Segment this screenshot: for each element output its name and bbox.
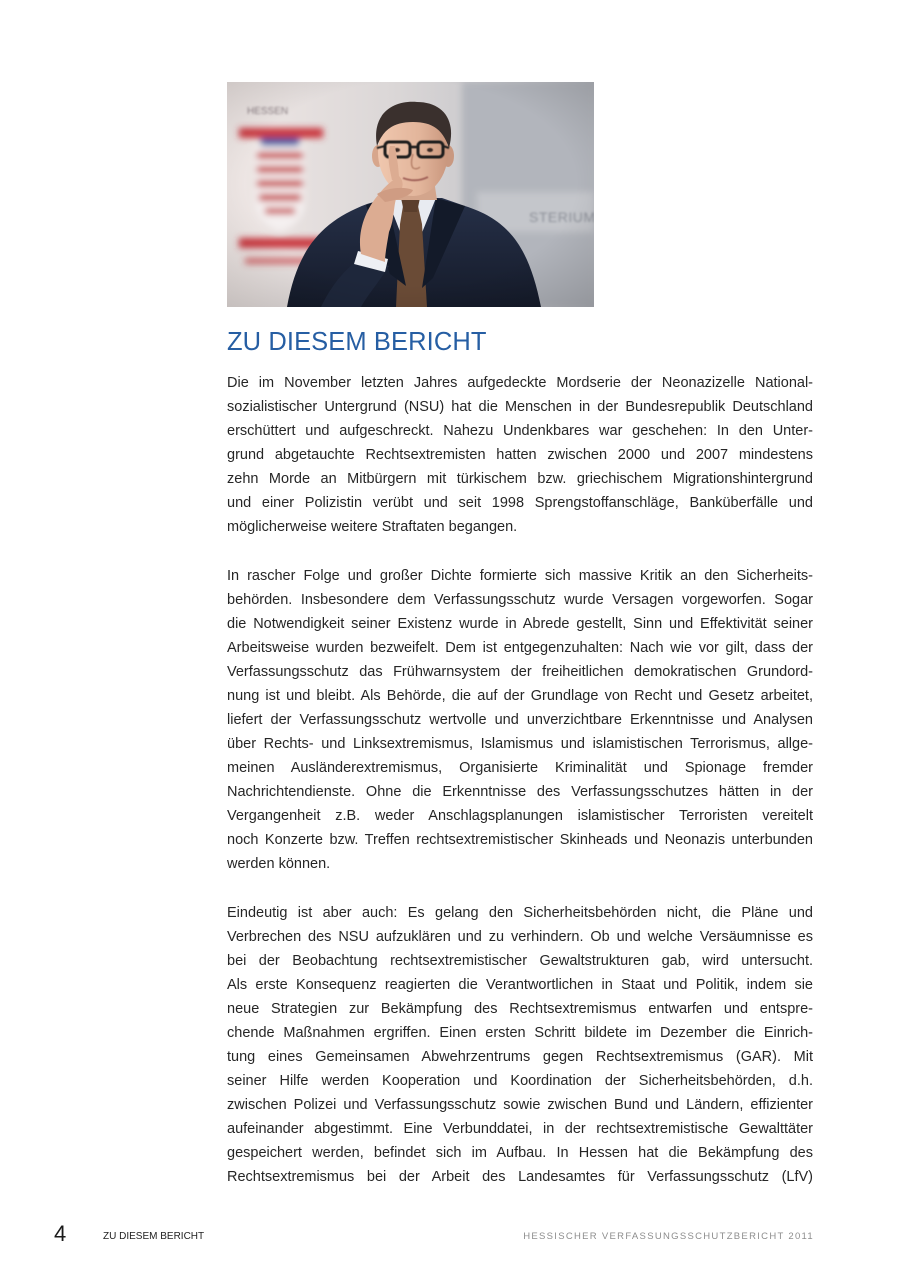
page-heading: ZU DIESEM BERICHT [227,328,487,356]
body-line: Verbrechen des NSU aufzuklären und zu verhindern. Ob und welche Versäumnisse es [227,929,813,945]
body-line: über Rechts- und Linksextremismus, Islamismus und islamistischen Terrorismus, allge- [227,736,813,752]
paragraph-3 [227,901,813,1189]
portrait-photo-graphic [227,82,594,307]
body-line: meinen Ausländerextremismus, Organisierte Kriminalität und Spionage fremder [227,760,813,776]
body-line: und einer Polizistin verübt und seit 1998 Sprengstoffanschläge, Banküberfälle und [227,495,813,511]
body-line: behörden. Insbesondere dem Verfassungsschutz wurde Versagen vorgeworfen. Sogar [227,592,813,608]
photo-vignette [227,82,594,307]
footer-publication-title: HESSISCHER VERFASSUNGSSCHUTZBERICHT 2011 [523,1231,814,1242]
body-line: Vergangenheit z.B. weder Anschlagsplanungen islamistischer Terroristen vereitelt [227,808,813,824]
paragraph-2 [227,564,813,876]
body-line: In rascher Folge und großer Dichte formierte sich massive Kritik an den Sicherheits- [227,568,813,584]
body-line: Arbeitsweise wurden bezweifelt. Dem ist entgegenzuhalten: Nach wie vor gilt, dass der [227,640,813,656]
body-line: Nachrichtendienste. Ohne die Erkenntnisse des Verfassungsschutzes hätten in der [227,784,813,800]
body-line: Rechtsextremismus bei der Arbeit des Landesamtes für Verfassungsschutz (LfV) [227,1169,813,1185]
body-line: grund abgetauchte Rechtsextremisten hatten zwischen 2000 und 2007 mindestens [227,447,813,463]
body-line: nung ist und bleibt. Als Behörde, die auf der Grundlage von Recht und Gesetz arbeitet, [227,688,813,704]
body-line: neue Strategien zur Bekämpfung des Rechtsextremismus entwarfen und entspre- [227,1001,813,1017]
body-line: zwischen Polizei und Verfassungsschutz sowie zwischen Bund und Ländern, effizienter [227,1097,813,1113]
body-line: erschüttert und aufgeschreckt. Nahezu Undenkbares war geschehen: In den Unter- [227,423,813,439]
body-line: Verfassungsschutz das Frühwarnsystem der freiheitlichen demokratischen Grundord- [227,664,813,680]
footer-section-title: ZU DIESEM BERICHT [103,1231,205,1242]
page-number: 4 [54,1221,67,1246]
portrait-photo [227,82,594,307]
body-line: zehn Morde an Mitbürgern mit türkischem bzw. griechischem Migrationshintergrund [227,471,813,487]
body-line: Die im November letzten Jahres aufgedeckte Mordserie der Neonazizelle National- [227,375,813,391]
body-line: die Notwendigkeit seiner Existenz wurde in Abrede gestellt, Sinn und Effektivität seiner [227,616,813,632]
body-line: möglicherweise weitere Straftaten begangen. [227,519,518,535]
paragraph-1 [227,371,813,539]
body-line: aufeinander abgestimmt. Eine Verbunddatei, in der rechtsextremistische Gewalttäter [227,1121,813,1137]
body-line: seiner Hilfe werden Kooperation und Koordination der Sicherheitsbehörden, d.h. [227,1073,813,1089]
body-line: Als erste Konsequenz reagierten die Verantwortlichen in Staat und Politik, indem sie [227,977,813,993]
body-line: Eindeutig ist aber auch: Es gelang den Sicherheitsbehörden nicht, die Pläne und [227,905,813,921]
body-line: chende Maßnahmen ergriffen. Einen ersten Schritt bildete im Dezember die Einrich- [227,1025,813,1041]
body-line: tung eines Gemeinsamen Abwehrzentrums gegen Rechtsextremismus (GAR). Mit [227,1049,813,1065]
body-line: gespeichert werden, befindet sich im Aufbau. In Hessen hat die Bekämpfung des [227,1145,813,1161]
body-text [227,371,813,1214]
body-line: bei der Beobachtung rechtsextremistischer Gewaltstrukturen gab, wird untersucht. [227,953,813,969]
body-line: werden können. [227,856,331,872]
body-line: noch Konzerte bzw. Treffen rechtsextremistischer Skinheads und Neonazis unterbunden [227,832,813,848]
body-line: liefert der Verfassungsschutz wertvolle und unverzichtbare Erkenntnisse und Analysen [227,712,813,728]
body-line: sozialistischer Untergrund (NSU) hat die Menschen in der Bundesrepublik Deutschland [227,399,813,415]
